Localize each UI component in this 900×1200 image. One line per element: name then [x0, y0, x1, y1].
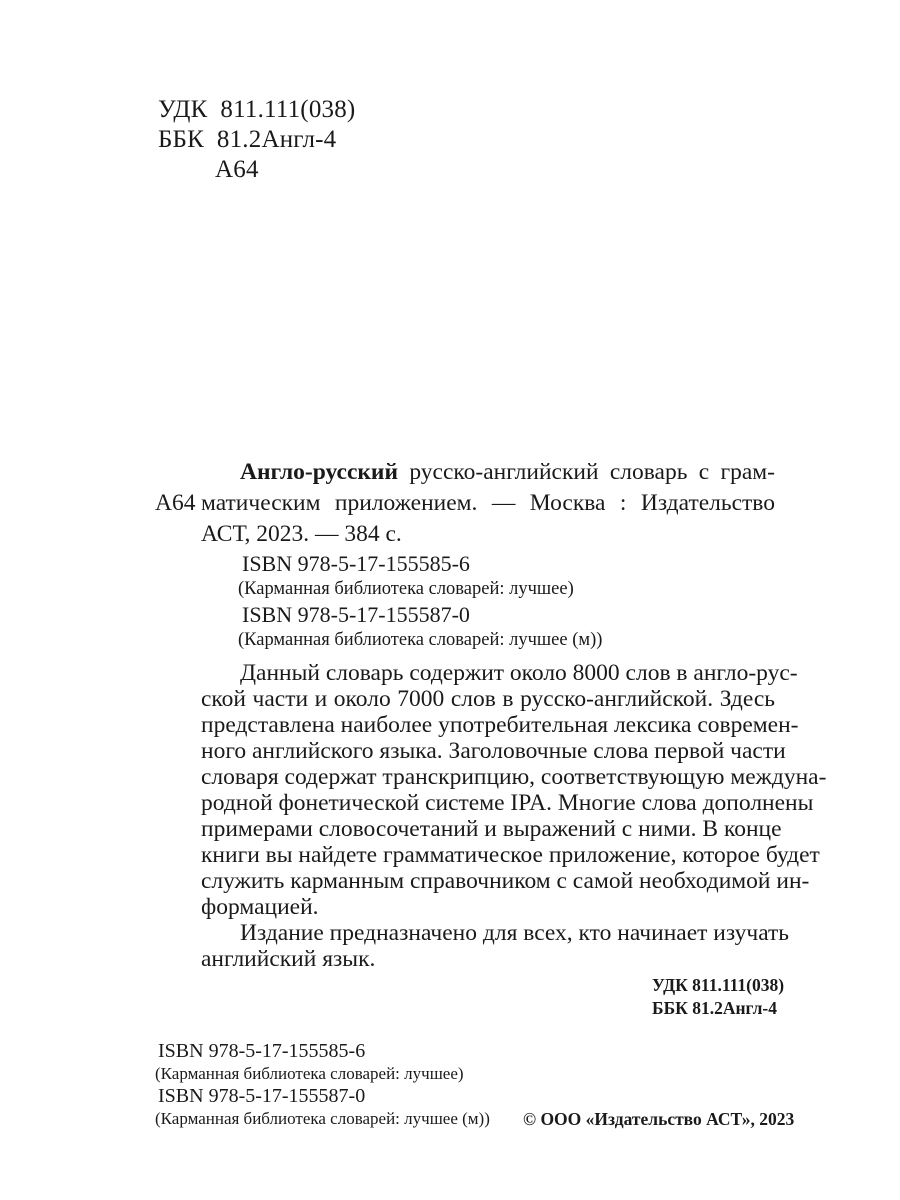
audience-line: английский язык.	[201, 946, 376, 972]
title-bold: Англо-русский	[240, 459, 399, 485]
footer-series-1: (Карманная библиотека словарей: лучшее)	[155, 1064, 464, 1083]
annotation-line: представлена наиболее употребительная лексика современ-	[201, 712, 799, 738]
title-line-1	[240, 459, 775, 486]
annotation-line: служить карманным справочником с самой необходимой ин-	[201, 868, 810, 894]
annotation-line: примерами словосочетаний и выражений с ними. В конце	[201, 816, 782, 842]
copyright: © ООО «Издательство АСТ», 2023	[523, 1109, 795, 1129]
bbk-value: 81.2Англ-4	[216, 126, 337, 153]
annotation-line: Данный словарь содержит около 8000 слов в англо-рус-	[240, 660, 798, 686]
udk-label: УДК	[158, 96, 208, 123]
author-mark-header: А64	[215, 156, 259, 183]
series-1: (Карманная библиотека словарей: лучшее)	[238, 579, 574, 599]
footer-isbn-2: ISBN 978-5-17-155587-0	[158, 1085, 366, 1107]
annotation-line: ской части и около 7000 слов в русско-английской. Здесь	[201, 686, 775, 712]
annotation-line: словаря содержат транскрипцию, соответствующую междуна-	[201, 764, 827, 790]
footer-series-2: (Карманная библиотека словарей: лучшее (м))	[155, 1109, 490, 1128]
title-line-1-rest: русско-английский словарь с грам-	[409, 459, 775, 485]
bbk-bottom: ББК 81.2Англ-4	[652, 998, 778, 1018]
title-line-3: АСТ, 2023. — 384 с.	[201, 521, 402, 547]
annotation-line: формацией.	[201, 894, 319, 920]
annotation-line: книги вы найдете грамматическое приложение, которое будет	[201, 842, 820, 868]
annotation-line: ного английского языка. Заголовочные слова первой части	[201, 738, 786, 764]
annotation-line: родной фонетической системе IPA. Многие слова дополнены	[201, 790, 814, 816]
audience-line: Издание предназначено для всех, кто начинает изучать	[240, 920, 790, 946]
isbn-2: ISBN 978-5-17-155587-0	[242, 602, 470, 627]
udk-header	[158, 96, 355, 124]
bbk-header	[158, 126, 336, 154]
title-line-2: матическим приложением. — Москва : Издательство	[201, 490, 775, 516]
bbk-label: ББК	[158, 126, 204, 153]
udk-bottom: УДК 811.111(038)	[652, 975, 785, 995]
footer-isbn-1: ISBN 978-5-17-155585-6	[158, 1040, 366, 1062]
author-mark: А64	[155, 490, 196, 516]
udk-value: 811.111(038)	[220, 96, 356, 123]
isbn-1: ISBN 978-5-17-155585-6	[242, 551, 470, 576]
series-2: (Карманная библиотека словарей: лучшее (м))	[238, 630, 603, 650]
